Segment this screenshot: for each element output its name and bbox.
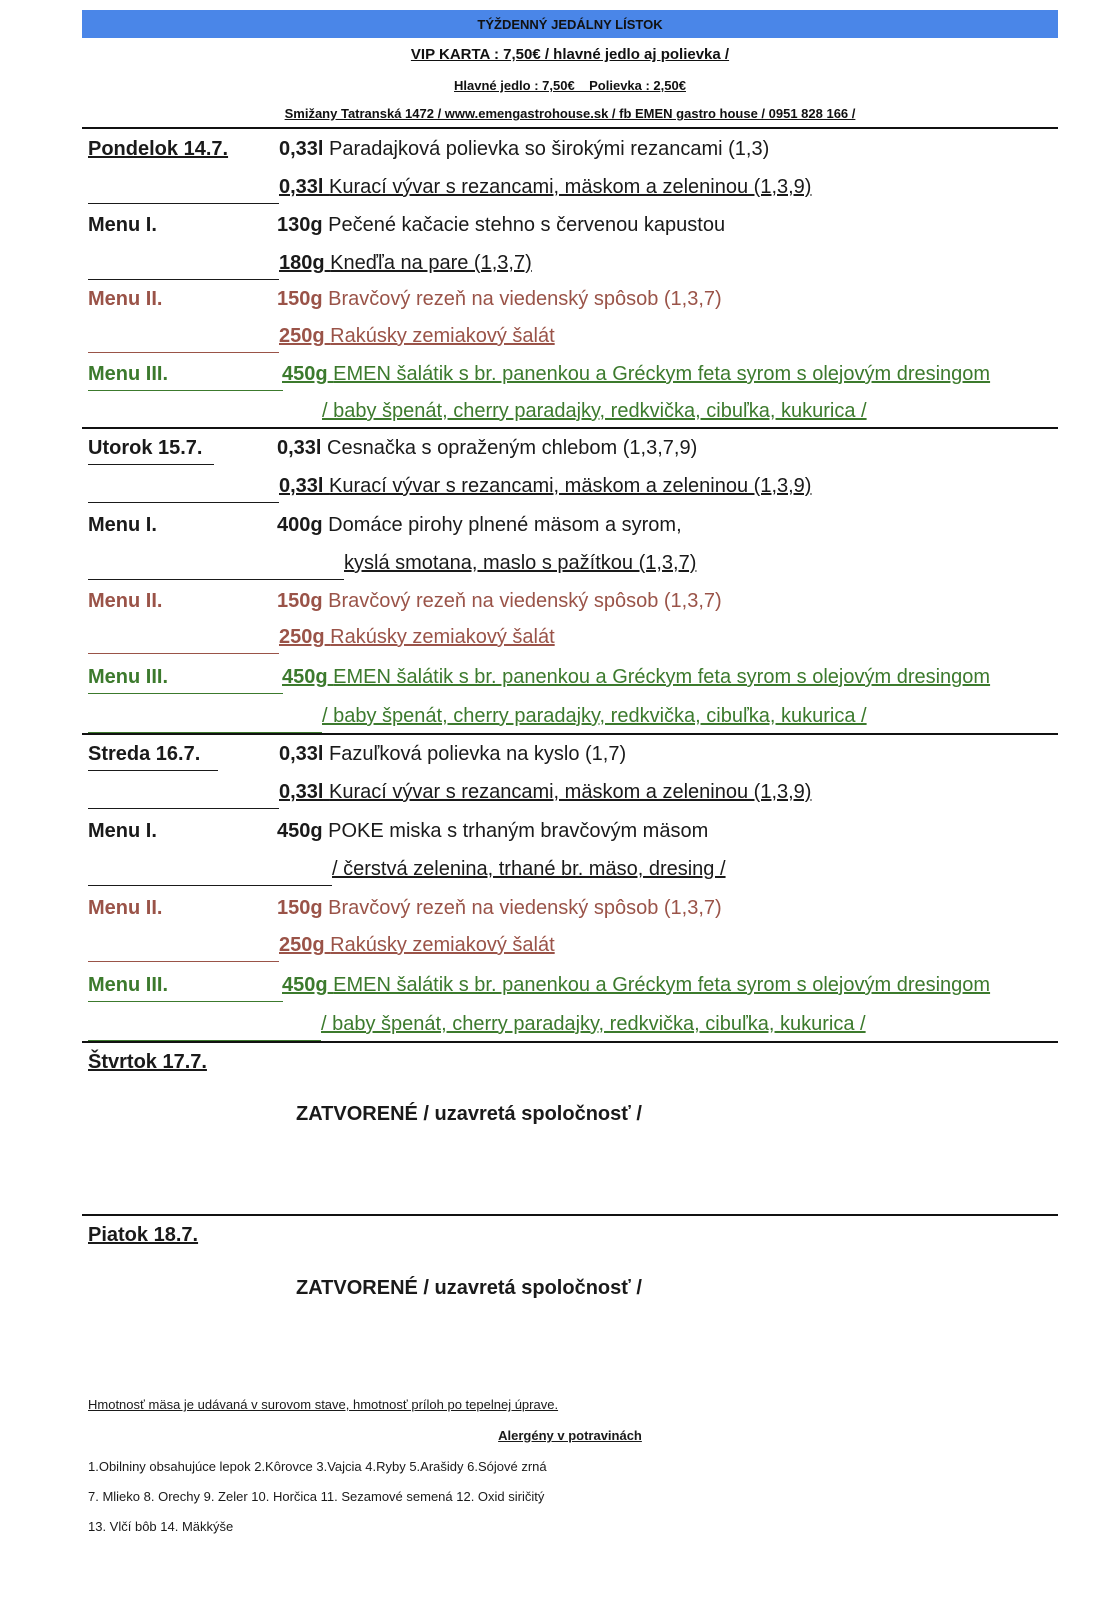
separator <box>82 1214 1058 1216</box>
dish-text: Kurací vývar s rezancami, mäskom a zeleninou (1,3,9) <box>329 781 812 803</box>
menu1-row <box>88 252 1058 284</box>
underline <box>88 961 279 962</box>
dish-text: Rakúsky zemiakový šalát <box>330 934 555 956</box>
underline <box>88 693 283 694</box>
day-label: Utorok 15.7. <box>88 437 203 459</box>
menu1-row <box>88 858 1058 890</box>
menu-label: Menu III. <box>88 666 168 688</box>
underline <box>88 390 283 391</box>
dish-amount: 250g <box>279 626 325 648</box>
menu-label: Menu I. <box>88 820 157 842</box>
dish-text: Cesnačka s opraženým chlebom (1,3,7,9) <box>327 437 698 459</box>
closed-notice: ZATVORENÉ / uzavretá spoločnosť / <box>296 1103 642 1125</box>
dish-amount: 180g <box>279 252 325 274</box>
allergens-title: Alergény v potravinách <box>498 1428 642 1443</box>
soup-row <box>88 437 1058 469</box>
dish <box>277 214 725 237</box>
dish-text: Bravčový rezeň na viedenský spôsob (1,3,7) <box>328 590 722 612</box>
allergens-line: 7. Mlieko 8. Orechy 9. Zeler 10. Horčica 11. Sezamové semená 12. Oxid siričitý <box>88 1489 545 1504</box>
menu2-row <box>88 590 1058 622</box>
dish-amount: 250g <box>279 325 325 347</box>
soup-row <box>88 475 1058 507</box>
menu2-row <box>88 897 1058 929</box>
dish-amount: 130g <box>277 214 323 236</box>
dish-text: Rakúsky zemiakový šalát <box>330 325 555 347</box>
dish-amount: 150g <box>277 590 323 612</box>
underline <box>88 464 214 465</box>
dish-text: Bravčový rezeň na viedenský spôsob (1,3,7) <box>328 897 722 919</box>
menu-label: Menu II. <box>88 590 163 612</box>
dish-text: Bravčový rezeň na viedenský spôsob (1,3,7) <box>328 288 722 310</box>
allergens-line: 13. Vlčí bôb 14. Mäkkýše <box>88 1519 234 1534</box>
day-label: Štvrtok 17.7. <box>88 1051 207 1073</box>
dish <box>282 974 990 997</box>
separator <box>82 127 1058 129</box>
menu-label: Menu I. <box>88 214 157 236</box>
dish <box>277 514 682 537</box>
weight-note: Hmotnosť mäsa je udávaná v surovom stave, hmotnosť príloh po tepelnej úprave. <box>88 1397 559 1412</box>
dish <box>279 781 811 804</box>
soup-row <box>88 743 1058 775</box>
dish-amount: 150g <box>277 897 323 919</box>
underline <box>88 352 279 353</box>
menu-label: Menu II. <box>88 897 163 919</box>
dish <box>277 820 708 843</box>
dish-amount: 450g <box>282 974 328 996</box>
menu-label: Menu III. <box>88 363 168 385</box>
separator <box>82 1041 1058 1043</box>
underline <box>88 770 218 771</box>
menu1-row <box>88 514 1058 546</box>
soup-row <box>88 176 1058 208</box>
menu1-row <box>88 820 1058 852</box>
dish <box>277 897 722 920</box>
menu-label: Menu II. <box>88 288 163 310</box>
dish <box>279 743 626 766</box>
menu3-row <box>88 666 1058 698</box>
dish-text: POKE miska s trhaným bravčovým mäsom <box>328 820 709 842</box>
underline <box>88 885 332 886</box>
dish-amount: 0,33l <box>279 138 324 160</box>
dish <box>279 176 811 199</box>
menu2-row <box>88 325 1058 357</box>
dish-text: / baby špenát, cherry paradajky, redkvička, cibuľka, kukurica / <box>321 1013 866 1035</box>
dish-text: EMEN šalátik s br. panenkou a Gréckym feta syrom s olejovým dresingom <box>333 666 991 688</box>
dish-amount: 450g <box>277 820 323 842</box>
dish-text: / baby špenát, cherry paradajky, redkvička, cibuľka, kukurica / <box>322 400 867 422</box>
underline <box>88 579 344 580</box>
menu-label: Menu I. <box>88 514 157 536</box>
underline <box>88 1001 283 1002</box>
dish-text: Paradajková polievka so širokými rezancami (1,3) <box>329 138 770 160</box>
dish-text: EMEN šalátik s br. panenkou a Gréckym feta syrom s olejovým dresingom <box>333 363 991 385</box>
underline <box>88 203 279 204</box>
underline <box>88 808 279 809</box>
prices-line: Hlavné jedlo : 7,50€ Polievka : 2,50€ <box>454 78 686 93</box>
dish <box>279 138 769 161</box>
dish-text: Kneďľa na pare (1,3,7) <box>330 252 532 274</box>
dish <box>282 363 990 386</box>
separator <box>82 427 1058 429</box>
dish-amount: 0,33l <box>279 743 324 765</box>
dish-amount: 250g <box>279 934 325 956</box>
underline <box>88 502 279 503</box>
menu2-row <box>88 934 1058 966</box>
dish <box>277 437 697 460</box>
dish-text: / baby špenát, cherry paradajky, redkvička, cibuľka, kukurica / <box>322 705 867 727</box>
dish-amount: 0,33l <box>279 475 324 497</box>
vip-card-line: VIP KARTA : 7,50€ / hlavné jedlo aj polievka / <box>410 46 730 63</box>
day-row <box>88 1051 1058 1083</box>
underline <box>88 653 279 654</box>
menu-title: TÝŽDENNÝ JEDÁLNY LÍSTOK <box>82 10 1058 38</box>
menu3-row <box>88 974 1058 1006</box>
day-label: Piatok 18.7. <box>88 1224 199 1246</box>
dish-amount: 450g <box>282 666 328 688</box>
menu-label: Menu III. <box>88 974 168 996</box>
dish <box>279 252 532 275</box>
dish-amount: 0,33l <box>277 437 322 459</box>
dish <box>279 626 555 649</box>
dish-text: kyslá smotana, maslo s pažítkou (1,3,7) <box>344 552 697 574</box>
allergens-line: 1.Obilniny obsahujúce lepok 2.Kôrovce 3.Vajcia 4.Ryby 5.Arašidy 6.Sójové zrná <box>88 1459 547 1474</box>
separator <box>82 733 1058 735</box>
contact-line: Smižany Tatranská 1472 / www.emengastrohouse.sk / fb EMEN gastro house / 0951 828 166 / <box>284 106 856 121</box>
dish <box>277 288 722 311</box>
menu1-row <box>88 552 1058 584</box>
day-label: Streda 16.7. <box>88 743 201 765</box>
menu1-row <box>88 214 1058 246</box>
dish-text: Domáce pirohy plnené mäsom a syrom, <box>328 514 682 536</box>
dish-amount: 150g <box>277 288 323 310</box>
underline <box>88 279 279 280</box>
dish <box>279 325 555 348</box>
soup-row <box>88 781 1058 813</box>
dish <box>277 590 722 613</box>
closed-notice: ZATVORENÉ / uzavretá spoločnosť / <box>296 1277 642 1299</box>
dish-text: EMEN šalátik s br. panenkou a Gréckym feta syrom s olejovým dresingom <box>333 974 991 996</box>
menu3-row <box>88 363 1058 395</box>
day-label: Pondelok 14.7. <box>88 138 229 160</box>
dish-text: / čerstvá zelenina, trhané br. mäso, dresing / <box>332 858 726 880</box>
day-row <box>88 1224 1058 1256</box>
soup-row <box>88 138 1058 170</box>
dish-text: Kurací vývar s rezancami, mäskom a zeleninou (1,3,9) <box>329 475 812 497</box>
dish-text: Rakúsky zemiakový šalát <box>330 626 555 648</box>
dish-amount: 0,33l <box>279 781 324 803</box>
dish <box>282 666 990 689</box>
dish-amount: 400g <box>277 514 323 536</box>
dish <box>279 934 555 957</box>
menu2-row <box>88 626 1058 658</box>
dish-amount: 0,33l <box>279 176 324 198</box>
dish <box>279 475 811 498</box>
dish-text: Fazuľková polievka na kyslo (1,7) <box>329 743 627 765</box>
dish-text: Kurací vývar s rezancami, mäskom a zeleninou (1,3,9) <box>329 176 812 198</box>
dish-text: Pečené kačacie stehno s červenou kapustou <box>328 214 726 236</box>
menu2-row <box>88 288 1058 320</box>
dish-amount: 450g <box>282 363 328 385</box>
